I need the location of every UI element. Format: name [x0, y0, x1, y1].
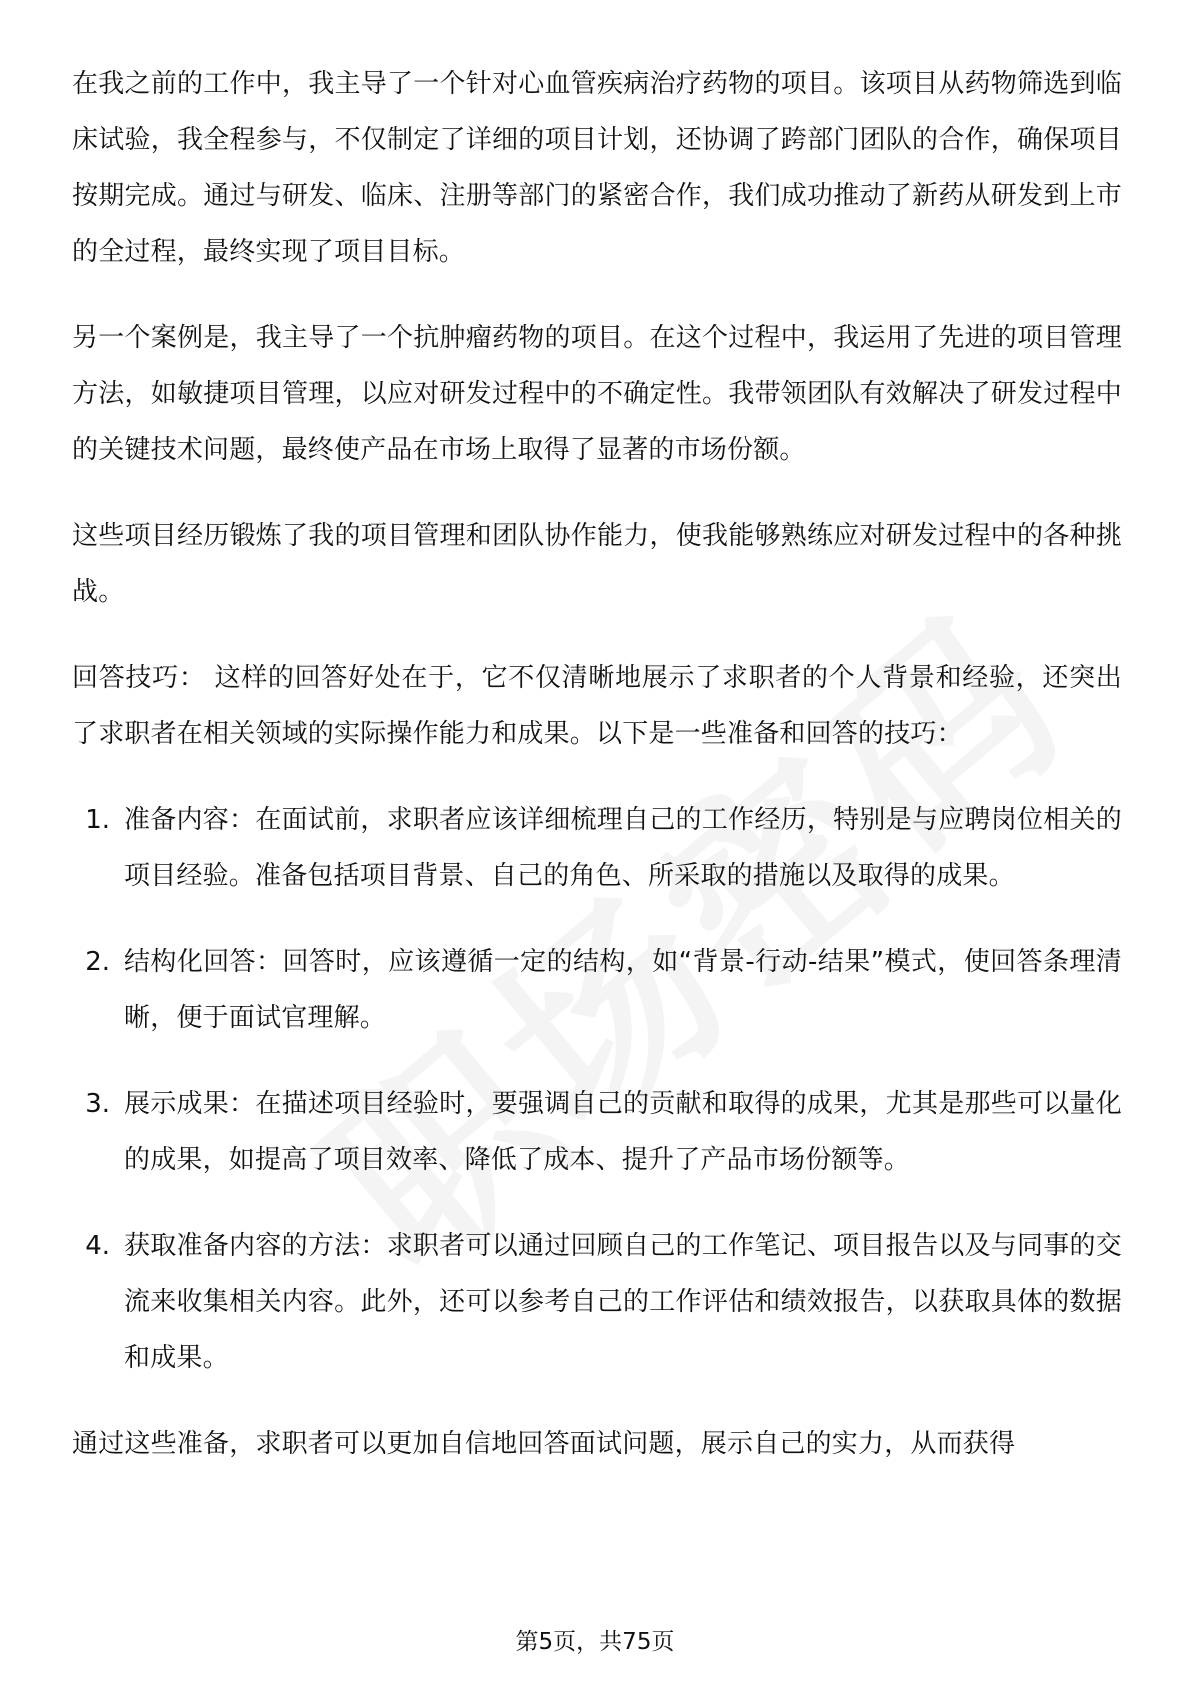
list-item-text: 获取准备内容的方法：求职者可以通过回顾自己的工作笔记、项目报告以及与同事的交流来收集相关内容。此外，还可以参考自己的工作评估和绩效报告，以获取具体的数据和成果。 [124, 1231, 1122, 1373]
paragraph-project-oncology: 另一个案例是，我主导了一个抗肿瘤药物的项目。在这个过程中，我运用了先进的项目管理方法，如敏捷项目管理，以应对研发过程中的不确定性。我带领团队有效解决了研发过程中的关键技术问题，最终使产品在市场上取得了显著的市场份额。 [72, 323, 1122, 465]
paragraph-project-cardiovascular: 在我之前的工作中，我主导了一个针对心血管疾病治疗药物的项目。该项目从药物筛选到临床试验，我全程参与，不仅制定了详细的项目计划，还协调了跨部门团队的合作，确保项目按期完成。通过与研发、临床、注册等部门的紧密合作，我们成功推动了新药从研发到上市的全过程，最终实现了项目目标。 [72, 69, 1122, 267]
list-item [72, 934, 1122, 1046]
list-item-number: 1. [85, 805, 110, 835]
list-item-text: 展示成果：在描述项目经验时，要强调自己的贡献和取得的成果，尤其是那些可以量化的成果，如提高了项目效率、降低了成本、提升了产品市场份额等。 [124, 1089, 1122, 1175]
list-item-text: 准备内容：在面试前，求职者应该详细梳理自己的工作经历，特别是与应聘岗位相关的项目经验。准备包括项目背景、自己的角色、所采取的措施以及取得的成果。 [124, 805, 1122, 891]
paragraph-answer-tips: 回答技巧： 这样的回答好处在于，它不仅清晰地展示了求职者的个人背景和经验，还突出了求职者在相关领域的实际操作能力和成果。以下是一些准备和回答的技巧： [72, 663, 1123, 749]
page-content [72, 56, 1122, 1472]
list-item [72, 1218, 1122, 1386]
paragraph-closing: 通过这些准备，求职者可以更加自信地回答面试问题，展示自己的实力，从而获得 [72, 1429, 1016, 1459]
list-item [72, 1076, 1122, 1188]
paragraph-experience-summary: 这些项目经历锻炼了我的项目管理和团队协作能力，使我能够熟练应对研发过程中的各种挑战。 [72, 521, 1122, 607]
list-item-number: 3. [85, 1089, 110, 1119]
page-number-footer: 第5页，共75页 [515, 1629, 675, 1655]
list-item [72, 792, 1122, 904]
list-item-number: 2. [85, 947, 110, 977]
list-item-text: 结构化回答：回答时，应该遵循一定的结构，如“背景-行动-结果”模式，使回答条理清晰，便于面试官理解。 [124, 947, 1122, 1033]
list-item-number: 4. [85, 1231, 110, 1261]
